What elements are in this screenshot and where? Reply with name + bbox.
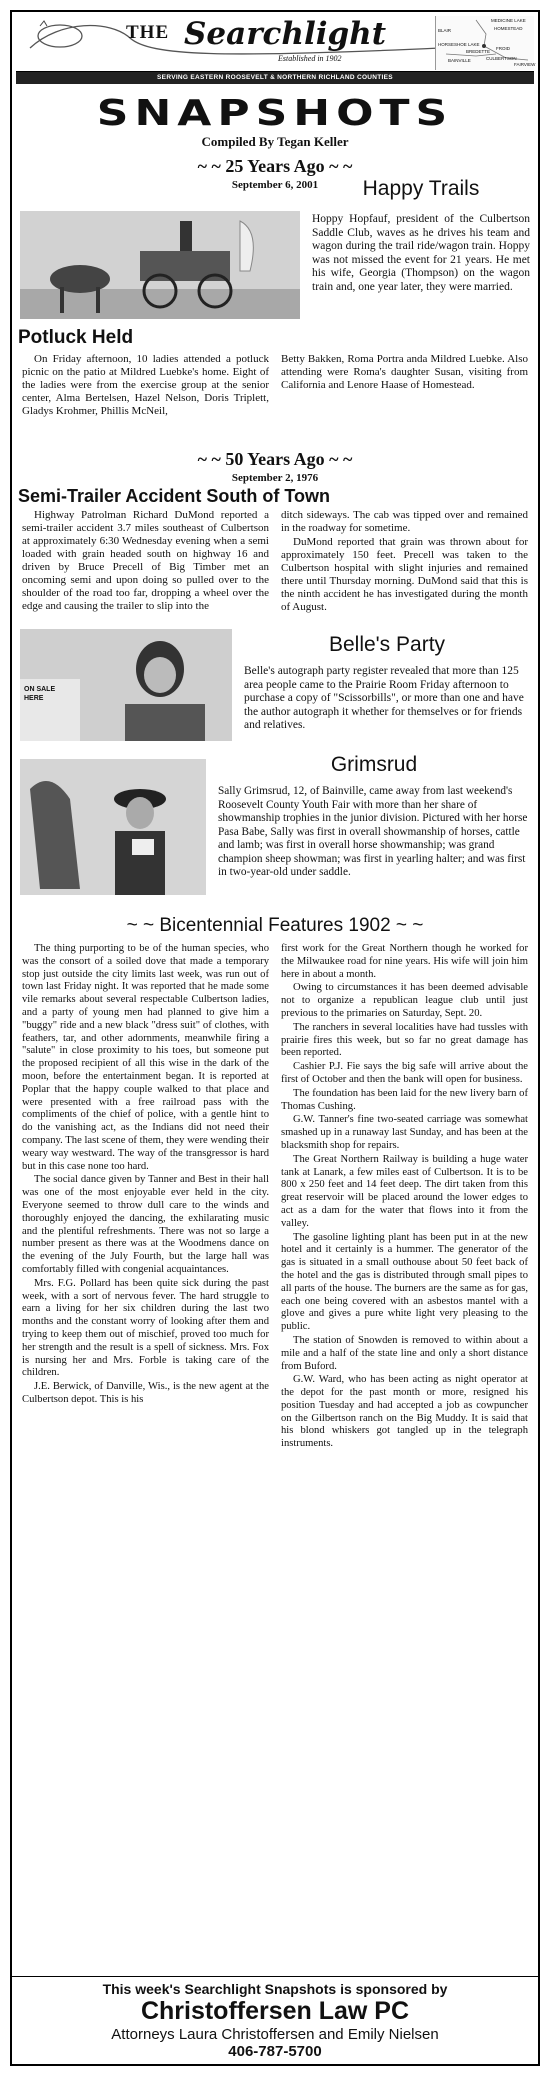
paragraph: The station of Snowden is removed to within about a mile and a half of the state line and only a short distance from Buford. [281,1334,528,1372]
logo-the: THE [126,22,170,43]
paragraph: J.E. Berwick, of Danville, Wis., is the new agent at the Culbertson depot. This is his [22,1381,269,1405]
section-25-heading: ~ ~ 25 Years Ago ~ ~ [197,156,353,176]
established-text: Established in 1902 [278,54,342,63]
paragraph: The gasoline lighting plant has been put in at the new hotel and it certainly is a hummer. The generator of the gas is situated in a small outhouse about 50 feet back of the hotel and the gas is distributed through small pipes to all parts of the house. The burners are the same as for gas, each one being covered with an asbestos mantel with a glove and gives a pure white light very pleasing to the public. [281,1231,528,1333]
paragraph: The foundation has been laid for the new livery barn of Thomas Cushing. [281,1087,528,1112]
grimsrud-photo [20,759,206,895]
map-town: BAINVILLE [448,58,471,63]
grimsrud-text: Sally Grimsrud, 12, of Bainville, came away from last weekend's Roosevelt County Youth Fair with more than her share of showmanship trophies in the junior division. Pictured with her horse Pasa Babe, Sally was first in overall showmanship of horses, cattle and lamb; was first in overall horse showmanship; was grand champion sheep showman; was first in yearling halter; and was first in two-year-old under saddle. [218,785,528,878]
newspaper-page [10,10,540,2066]
bicentennial-article [12,943,538,1452]
sponsor-phone: 406-787-5700 [228,2043,322,2060]
paragraph: G.W. Tanner's fine two-seated carriage was somewhat smashed up in a runaway last Sunday, and has been at the blacksmith shop for repairs. [281,1114,528,1151]
paragraph: G.W. Ward, who has been acting as night operator at the depot for the past month or more, resigned his position Tuesday and had accepted a job as cowpuncher on the Gilbertson ranch on the Big Muddy. It is said that his blond whiskers got tangled up in the telegraph instruments. [281,1374,528,1450]
logo-searchlight: Searchlight [184,16,387,52]
paragraph: The ranchers in several localities have had tussles with prairie fires this week, but so far no great damage has been reported. [281,1021,528,1059]
section-25-date: September 6, 2001 [231,179,319,191]
serving-banner: SERVING EASTERN ROOSEVELT & NORTHERN RICHLAND COUNTIES [16,72,534,84]
paragraph: Mrs. F.G. Pollard has been quite sick during the past week, with a sort of nervous fever. The hard struggle to earn a living for her six children during the last two months and the constant worry of looking after them and trying to keep them out of mischief, proved too much for her strength and the result is a spell of sickness. Mrs. Fox is nursing her and Mrs. Forble is taking care of the children. [22,1277,269,1379]
paragraph: Owing to circumstances it has been deemed advisable not to organize a republican league club until just previous to the primaries on Saturday, Sept. 20. [281,982,528,1019]
potluck-article [12,353,538,419]
page-title: SNAPSHOTS [96,93,454,134]
section-50-date: September 2, 1976 [231,472,319,484]
happy-trails-title: Happy Trails [362,177,480,200]
potluck-title: Potluck Held [18,327,134,348]
accident-col1: Highway Patrolman Richard DuMond reported a semi-trailer accident 3.7 miles southeast of Culbertson at approximately 6:30 Wednesday evening when a semi loaded with grain headed south on highway 16 and driven by Bruce Precell of Big Timber met an oncoming semi and upon doing so pulled over to the shoulder of the road too far, dropping a wheel over the edge and causing the trailer to slip into the [22,509,269,612]
map-town: HORSESHOE LAKE [438,42,480,47]
wagon-photo-icon [20,211,300,319]
sponsor-name: Christoffersen Law PC [140,1997,410,2025]
belle-text: Belle's autograph party register revealed that more than 125 area people came to the Prairie Room Friday afternoon to purchase a copy of "Scissorbills", or more than one and have the author autograph it whether for themselves or for friends and relatives. [244,665,524,731]
compiled-by: Compiled By Tegan Keller [201,134,349,149]
potluck-col2: Betty Bakken, Roma Portra anda Mildred Luebke. Also attending were Roma's daughter Susan, visiting from California and Lenore Haase of Homestead. [281,353,528,391]
area-map [435,16,534,70]
on-sale-sign: ON SALE HERE [24,686,56,702]
grimsrud-photo-icon [20,759,206,895]
map-town: HOMESTEAD [494,26,523,31]
bicentennial-col2 [281,943,528,1452]
map-town: FAIRVIEW [514,62,536,67]
bicentennial-heading: ~ ~ Bicentennial Features 1902 ~ ~ [126,915,424,936]
paragraph: first work for the Great Northern though he worked for the Milwaukee road for nine years. His wife will join him here in about a month. [281,943,528,980]
map-town: BLAIR [438,28,452,33]
map-town: FROID [496,46,510,51]
map-town: CULBERTSON [486,56,517,61]
masthead [16,16,534,72]
wagon-photo [20,211,300,319]
map-town: BREDETTE [466,49,491,54]
accident-col2a: ditch sideways. The cab was tipped over and remained in the roadway for sometime. [281,509,528,534]
sponsor-intro: This week's Searchlight Snapshots is sponsored by [102,1981,448,1997]
accident-article [12,509,538,615]
grimsrud-title: Grimsrud [330,753,418,776]
belle-photo [20,629,232,741]
bicentennial-col1 [22,943,269,1452]
paragraph: The thing purporting to be of the human species, who was the consort of a soiled dove that made a temporary stop just outside the city limits last week, was run out of town last Friday night. It was reported that he made some vile remarks about several respectable Culbertson ladies, and a party of young men had planned to give him a "buggy" ride and a new black "dress suit" of clothes, with feathers, tar, and other adornments, meanwhile firing a "salute" in close proximity to his toes, but someone put the proposed recipient of all this wise in the dark of the moon, before the entertainment began. It is reported at Poplar that the happy couple walked to that place and were presented with a free railroad pass with the compliments of the chief of police, with a gentle hint to do the vanishing act, as the Indians did not need their company. The last scene of them, they were wending their weary way westward. The way of the transgressor is hard but in this case none too hard. [22,943,269,1172]
paragraph: Cashier P.J. Fie says the big safe will arrive about the first of October and then the bank will open for business. [281,1061,528,1085]
belle-title: Belle's Party [328,633,446,656]
sponsor-attorneys: Attorneys Laura Christoffersen and Emily Nielsen [111,2026,439,2043]
sponsor-block [12,1976,538,2060]
happy-trails-text: Hoppy Hopfauf, president of the Culbertson Saddle Club, waves as he drives his team and wagon during the trail ride/wagon train. Hoppy was not missed the event for 21 years. He met his wife, Georgia (Thompson) on the wagon train and, one year later, they were married. [312,213,530,293]
accident-title: Semi-Trailer Accident South of Town [18,486,331,506]
section-50-heading: ~ ~ 50 Years Ago ~ ~ [197,449,353,469]
belle-feature [12,629,538,747]
map-town: MEDICINE LAKE [491,18,526,23]
potluck-col1: On Friday afternoon, 10 ladies attended a potluck picnic on the patio at Mildred Luebke's home. Eight of the ladies were from the exercise group at the senior center, Alma Bertelsen, Hazel Nelson, Doris Triplett, Gladys Krohmer, Phillis McNeil, [22,353,269,417]
paragraph: The Great Northern Railway is building a huge water tank at Lanark, a few miles east of Culbertson. It is to be 800 x 250 feet and 14 feet deep. The dirt taken from this great reservoir will be placed around the lower edges to act as a dam for the water that flows into it from the valley. [281,1153,528,1229]
paragraph: The social dance given by Tanner and Best in their hall was one of the most enjoyable ever held in the city. Everyone seemed to throw dull care to the winds and thoroughly enjoyed the dancing, the exhilarating music and the plentiful refreshments. There was not so large a number present as there was at the Woodmens dance on the evening of the July Fourth, but the large hall was comfortably filled with congenial acquaintances. [22,1174,269,1275]
accident-col2b: DuMond reported that grain was thrown about for approximately 150 feet. Precell was taken to the Culbertson hospital with slight injuries and remained there until Thursday morning. DuMond said that this is the ninth accident he has investigated during the month of August. [281,536,528,613]
grimsrud-feature [12,753,538,909]
